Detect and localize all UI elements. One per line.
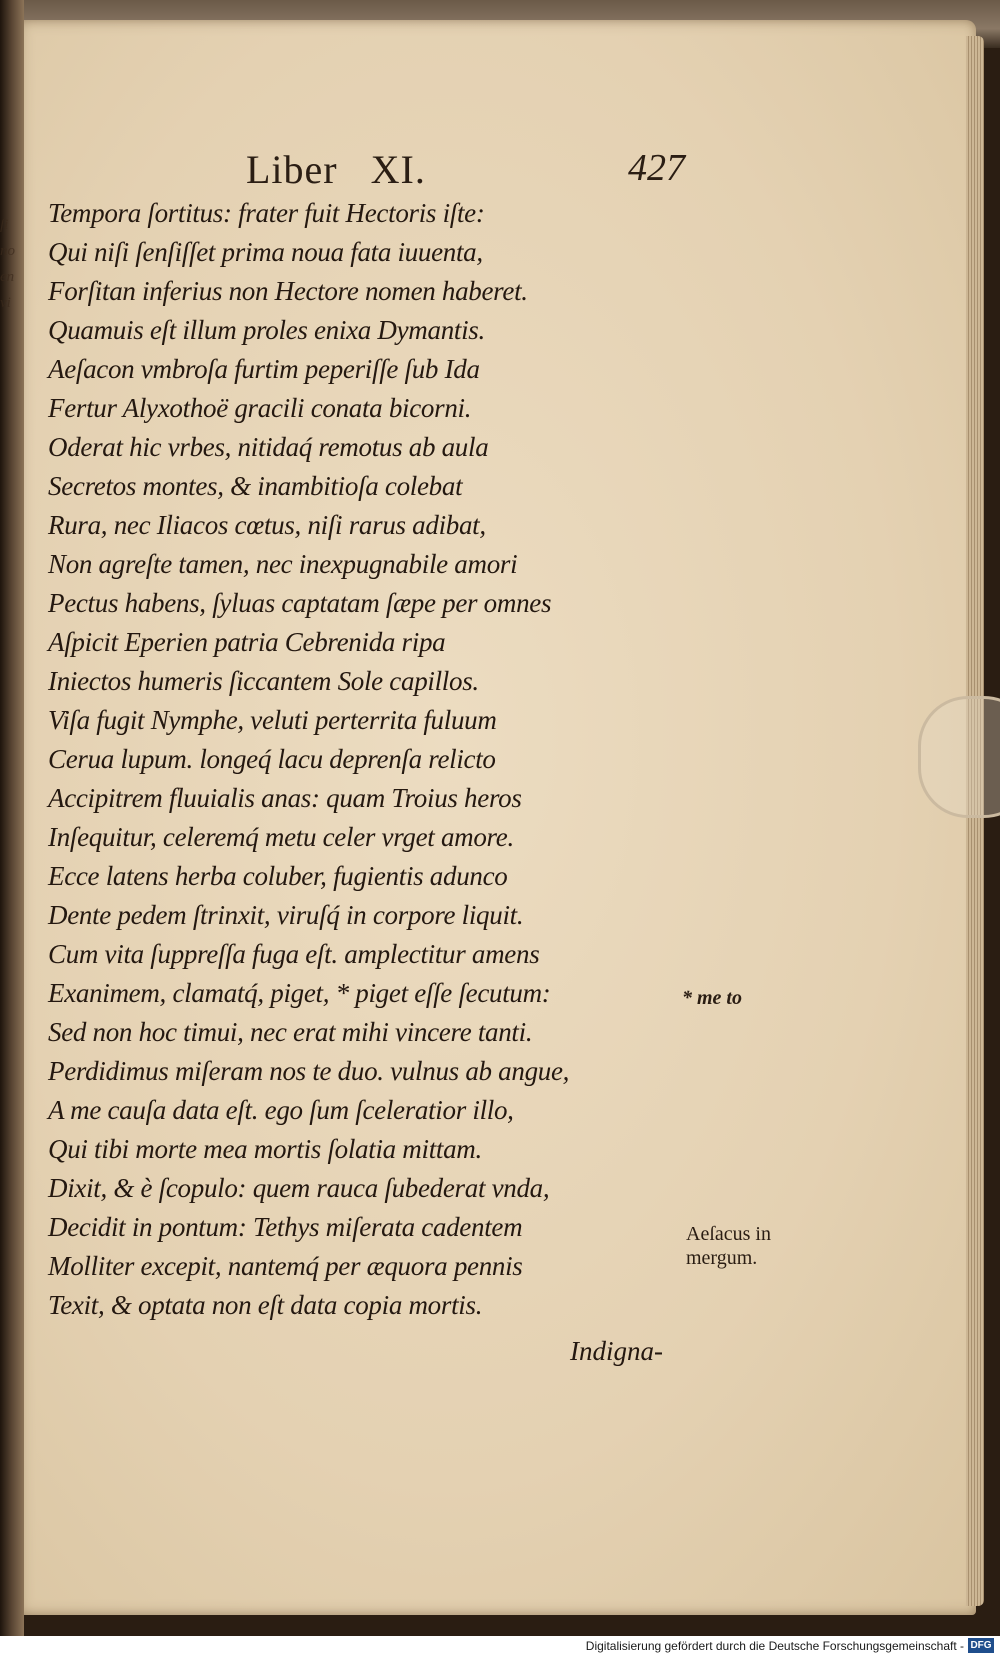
verse-line: Quamuis eſt illum proles enixa Dymantis. — [48, 315, 485, 345]
verse-block — [48, 194, 648, 1325]
verse-line: Inſequitur, celeremq́ metu celer vrget amore. — [48, 822, 514, 852]
running-head — [246, 146, 426, 193]
marginal-note-line: Aeſacus in — [686, 1223, 771, 1245]
verse-line: Viſa fugit Nymphe, veluti perterrita fuluum — [48, 705, 497, 735]
verse-line: Dixit, & è ſcopulo: quem rauca ſubederat vnda, — [48, 1173, 550, 1203]
running-head-book: XI. — [370, 147, 426, 192]
marginal-note-meto: * me to — [682, 987, 742, 1009]
thumb-index-tab — [918, 696, 1000, 818]
verse-line: Fertur Alyxothoë gracili conata bicorni. — [48, 393, 472, 423]
verse-line: Molliter excepit, nantemq́ per æquora pennis — [48, 1251, 523, 1281]
verse-line: Aſpicit Eperien patria Cebrenida ripa — [48, 627, 446, 657]
verse-line: Texit, & optata non eſt data copia mortis. — [48, 1290, 483, 1320]
verse-line: Dente pedem ſtrinxit, viruſq́ in corpore liquit. — [48, 900, 524, 930]
bleed-fragment: no — [0, 243, 15, 259]
folio-number: 427 — [628, 147, 685, 189]
verse-line: Perdidimus miſeram nos te duo. vulnus ab angue, — [48, 1056, 570, 1086]
verse-line: A me cauſa data eſt. ego ſum ſceleratior illo, — [48, 1095, 514, 1125]
verse-line: Non agreſte tamen, nec inexpugnabile amori — [48, 549, 518, 579]
verse-line: Forſitan inferius non Hectore nomen haberet. — [48, 276, 528, 306]
marginal-note-line: mergum. — [686, 1247, 758, 1269]
verse-line: Sed non hoc timui, nec erat mihi vincere tanti. — [48, 1017, 533, 1047]
verse-line: Ecce latens herba coluber, fugientis adunco — [48, 861, 508, 891]
page-edge-stack — [966, 36, 984, 1606]
catchword: Indigna- — [570, 1336, 663, 1366]
verse-line: Qui tibi morte mea mortis ſolatia mittam. — [48, 1134, 482, 1164]
bleed-fragment: ſi — [0, 217, 9, 233]
verse-line: Cerua lupum. longeq́ lacu deprenſa relicto — [48, 744, 496, 774]
running-head-liber: Liber — [246, 147, 338, 192]
bleed-fragment: vi — [0, 295, 11, 311]
verse-line: Accipitrem fluuialis anas: quam Troius heros — [48, 783, 522, 813]
verse-line: Tempora ſortitus: frater fuit Hectoris iſte: — [48, 198, 485, 228]
bleed-fragment: en — [0, 269, 15, 285]
verse-line: Rura, nec Iliacos cœtus, niſi rarus adibat, — [48, 510, 486, 540]
marginal-note-aesacus — [686, 1222, 806, 1270]
verse-line: Pectus habens, ſyluas captatam ſæpe per omnes — [48, 588, 552, 618]
dfg-logo: DFG — [968, 1638, 994, 1653]
verse-line: Exanimem, clamatq́, piget, * piget eſſe ſecutum: — [48, 978, 551, 1008]
verse-line: Aeſacon vmbroſa furtim peperiſſe ſub Ida — [48, 354, 480, 384]
bleed-through-text — [0, 212, 26, 412]
verse-line: Cum vita ſuppreſſa fuga eſt. amplectitur amens — [48, 939, 540, 969]
verse-line: Iniectos humeris ſiccantem Sole capillos. — [48, 666, 479, 696]
verse-line: Qui niſi ſenſiſſet prima noua fata iuuenta, — [48, 237, 483, 267]
verse-line: Oderat hic vrbes, nitidaq́ remotus ab aula — [48, 432, 489, 462]
funding-credit: Digitalisierung gefördert durch die Deutsche Forschungsgemeinschaft - — [585, 1639, 964, 1653]
verse-line: Secretos montes, & inambitioſa colebat — [48, 471, 463, 501]
verse-line: Decidit in pontum: Tethys miſerata cadentem — [48, 1212, 523, 1242]
